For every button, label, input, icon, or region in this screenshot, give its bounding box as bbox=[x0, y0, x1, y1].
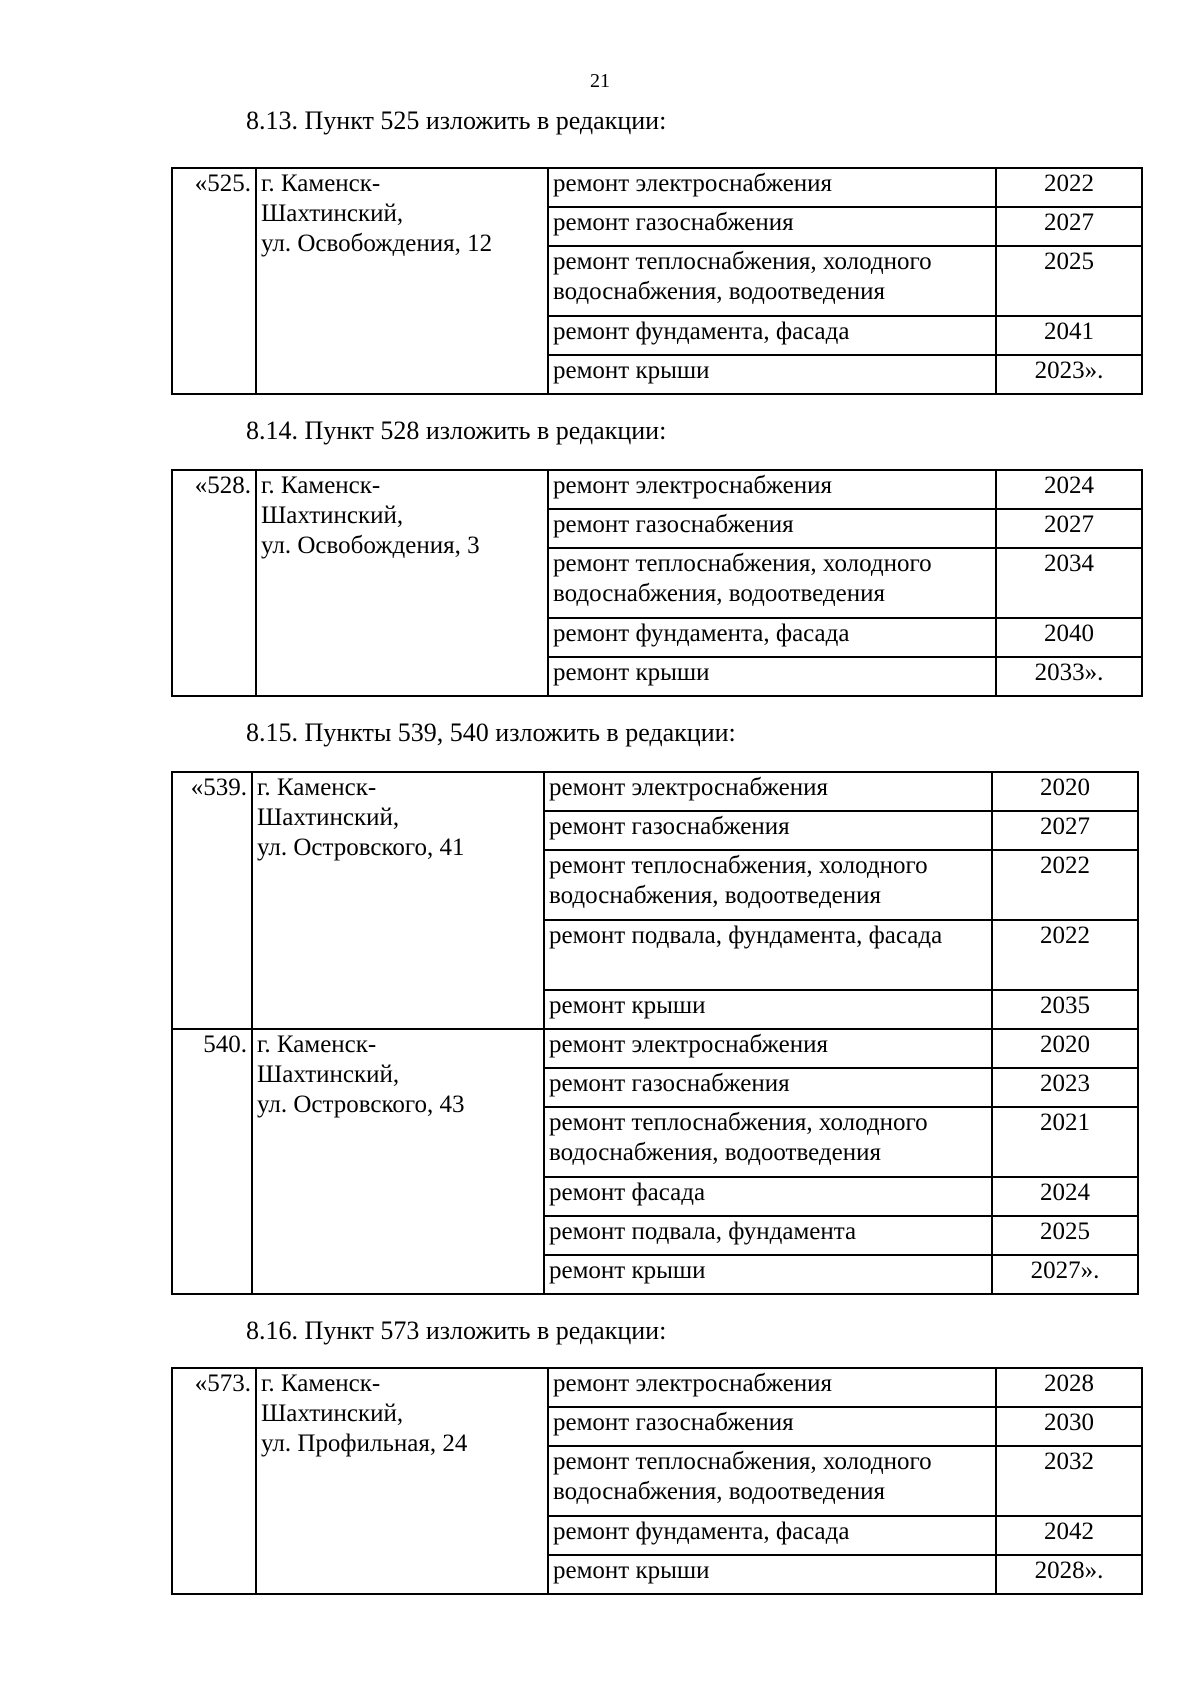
address-cell: г. Каменск- Шахтинский, ул. Островского, 43 bbox=[252, 1029, 544, 1294]
year-cell: 2035 bbox=[992, 990, 1138, 1029]
year-cell: 2023». bbox=[996, 355, 1142, 394]
year-cell: 2020 bbox=[992, 1029, 1138, 1068]
year-cell: 2027 bbox=[992, 811, 1138, 850]
work-type-cell: ремонт крыши bbox=[548, 657, 996, 696]
year-cell: 2021 bbox=[992, 1107, 1138, 1177]
work-type-cell: ремонт электроснабжения bbox=[548, 1368, 996, 1407]
work-type-cell: ремонт газоснабжения bbox=[544, 811, 992, 850]
year-cell: 2022 bbox=[996, 168, 1142, 207]
item-number: «573. bbox=[172, 1368, 256, 1594]
table-row bbox=[172, 470, 1142, 509]
year-cell: 2022 bbox=[992, 850, 1138, 920]
year-cell: 2028 bbox=[996, 1368, 1142, 1407]
address-cell: г. Каменск- Шахтинский, ул. Островского, 41 bbox=[252, 772, 544, 1029]
year-cell: 2025 bbox=[996, 246, 1142, 316]
year-cell: 2042 bbox=[996, 1516, 1142, 1555]
table-row bbox=[172, 1368, 1142, 1407]
item-number: 540. bbox=[172, 1029, 252, 1294]
section-heading: 8.13. Пункт 525 изложить в редакции: bbox=[246, 106, 667, 135]
year-cell: 2027». bbox=[992, 1255, 1138, 1294]
section-heading: 8.15. Пункты 539, 540 изложить в редакции: bbox=[246, 718, 736, 747]
work-type-cell: ремонт газоснабжения bbox=[548, 509, 996, 548]
work-type-cell: ремонт фасада bbox=[544, 1177, 992, 1216]
work-type-cell: ремонт электроснабжения bbox=[544, 1029, 992, 1068]
year-cell: 2033». bbox=[996, 657, 1142, 696]
work-type-cell: ремонт газоснабжения bbox=[548, 207, 996, 246]
year-cell: 2027 bbox=[996, 207, 1142, 246]
work-type-cell: ремонт теплоснабжения, холодного водоснабжения, водоотведения bbox=[548, 1446, 996, 1516]
work-type-cell: ремонт теплоснабжения, холодного водоснабжения, водоотведения bbox=[544, 1107, 992, 1177]
work-type-cell: ремонт крыши bbox=[548, 1555, 996, 1594]
work-type-cell: ремонт электроснабжения bbox=[544, 772, 992, 811]
year-cell: 2027 bbox=[996, 509, 1142, 548]
year-cell: 2034 bbox=[996, 548, 1142, 618]
year-cell: 2032 bbox=[996, 1446, 1142, 1516]
address-cell: г. Каменск- Шахтинский, ул. Освобождения, 12 bbox=[256, 168, 548, 394]
repair-schedule-table bbox=[171, 771, 1139, 1295]
work-type-cell: ремонт газоснабжения bbox=[544, 1068, 992, 1107]
year-cell: 2020 bbox=[992, 772, 1138, 811]
table-row bbox=[172, 168, 1142, 207]
work-type-cell: ремонт электроснабжения bbox=[548, 470, 996, 509]
table-row bbox=[172, 1029, 1138, 1068]
work-type-cell: ремонт фундамента, фасада bbox=[548, 618, 996, 657]
work-type-cell: ремонт теплоснабжения, холодного водоснабжения, водоотведения bbox=[548, 246, 996, 316]
year-cell: 2024 bbox=[992, 1177, 1138, 1216]
work-type-cell: ремонт крыши bbox=[548, 355, 996, 394]
year-cell: 2030 bbox=[996, 1407, 1142, 1446]
repair-schedule-table bbox=[171, 167, 1143, 395]
year-cell: 2040 bbox=[996, 618, 1142, 657]
year-cell: 2041 bbox=[996, 316, 1142, 355]
work-type-cell: ремонт фундамента, фасада bbox=[548, 1516, 996, 1555]
item-number: «539. bbox=[172, 772, 252, 1029]
work-type-cell: ремонт теплоснабжения, холодного водоснабжения, водоотведения bbox=[548, 548, 996, 618]
table-row bbox=[172, 772, 1138, 811]
year-cell: 2023 bbox=[992, 1068, 1138, 1107]
address-cell: г. Каменск- Шахтинский, ул. Освобождения, 3 bbox=[256, 470, 548, 696]
work-type-cell: ремонт крыши bbox=[544, 1255, 992, 1294]
work-type-cell: ремонт теплоснабжения, холодного водоснабжения, водоотведения bbox=[544, 850, 992, 920]
work-type-cell: ремонт подвала, фундамента, фасада bbox=[544, 920, 992, 990]
work-type-cell: ремонт электроснабжения bbox=[548, 168, 996, 207]
page-number: 21 bbox=[590, 70, 610, 92]
work-type-cell: ремонт крыши bbox=[544, 990, 992, 1029]
work-type-cell: ремонт фундамента, фасада bbox=[548, 316, 996, 355]
work-type-cell: ремонт газоснабжения bbox=[548, 1407, 996, 1446]
item-number: «528. bbox=[172, 470, 256, 696]
item-number: «525. bbox=[172, 168, 256, 394]
year-cell: 2022 bbox=[992, 920, 1138, 990]
year-cell: 2028». bbox=[996, 1555, 1142, 1594]
repair-schedule-table bbox=[171, 469, 1143, 697]
repair-schedule-table bbox=[171, 1367, 1143, 1595]
section-heading: 8.16. Пункт 573 изложить в редакции: bbox=[246, 1316, 667, 1345]
work-type-cell: ремонт подвала, фундамента bbox=[544, 1216, 992, 1255]
year-cell: 2024 bbox=[996, 470, 1142, 509]
address-cell: г. Каменск- Шахтинский, ул. Профильная, 24 bbox=[256, 1368, 548, 1594]
section-heading: 8.14. Пункт 528 изложить в редакции: bbox=[246, 416, 667, 445]
year-cell: 2025 bbox=[992, 1216, 1138, 1255]
